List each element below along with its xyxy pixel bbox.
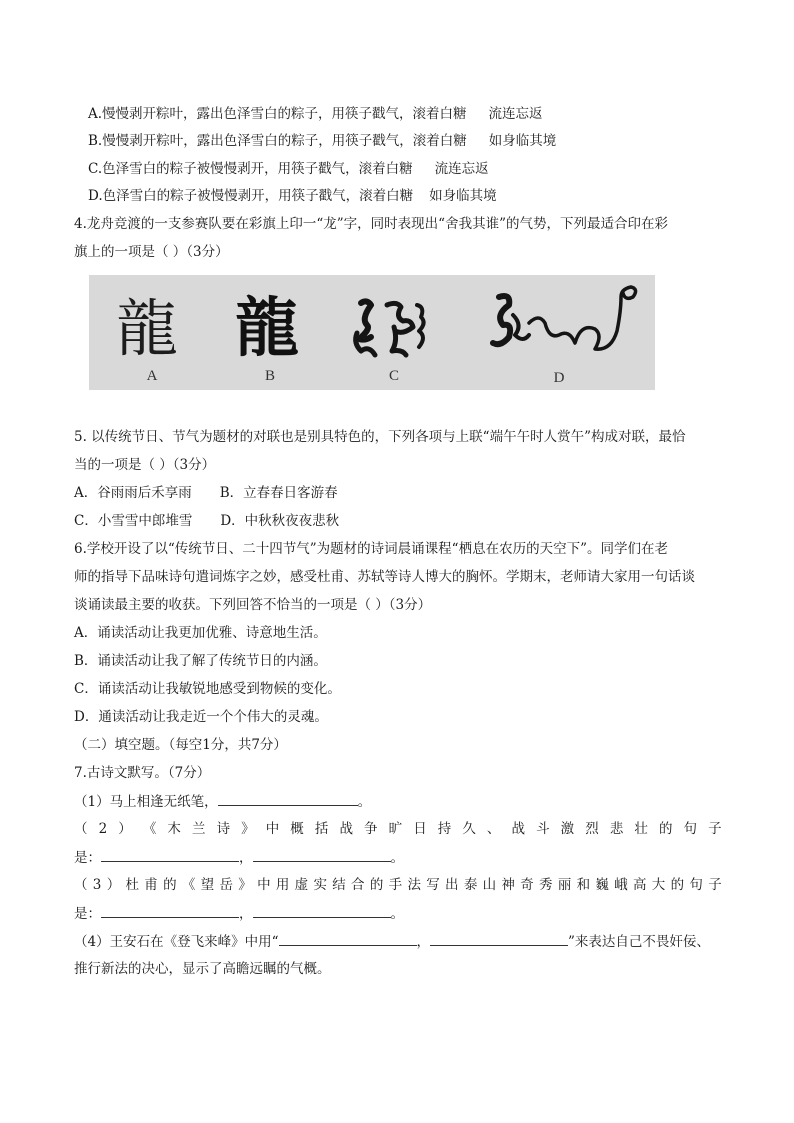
q7-sub3-char: 望 [200,877,215,893]
q5-options-row2 [74,511,339,531]
q7-sub2-char: 2 [98,821,108,837]
q3-option-c-idiom: 流连忘返 [434,161,489,177]
q6-option-d: D．通读活动让我走近一个个伟大的灵魂。 [74,709,328,725]
glyph-b: 龍 [235,292,299,366]
q7-sub2-line1 [74,819,722,839]
q7-sub2-char: （ [74,821,88,837]
q6-option-a: A．诵读活动让我更加优雅、诗意地生活。 [74,625,327,641]
q7-sub3-char: 出 [445,877,459,893]
q7-sub3-char: 法 [407,877,421,893]
q4-stem-line1: 4.龙舟竞渡的一支参赛队要在彩旗上印一“龙”字，同时表现出“舍我其谁”的气势，下列最适合印在彩 [74,216,668,232]
q5-option-a: A．谷雨雨后禾享雨 [74,485,192,501]
q5-options-row1 [74,483,338,503]
choice-label-c: C [388,368,400,384]
q7-sub2-char: 中 [265,821,280,837]
q7-sub2-char: 悲 [609,821,624,837]
q7-sub2-suffix: 。 [390,850,404,866]
calligraphy-image [89,275,655,390]
q7-sub2-char: 战 [511,821,525,837]
q7-sub2-char: 括 [314,821,329,837]
q7-sub2-char: 子 [708,821,722,837]
glyph-d [493,287,636,349]
q7-sub3-char: 杜 [125,877,139,893]
q7-sub2-char: 木 [167,821,181,837]
calligraphy-svg [89,275,655,390]
q7-sub2-char: 句 [683,821,698,837]
q7-title: 7.古诗文默写。（7分） [74,765,211,781]
q7-sub3-prefix: 是： [74,906,101,922]
glyph-c [356,301,424,355]
q7-sub2-char: 斗 [536,821,550,837]
q7-sub1-suffix: 。 [357,794,372,810]
q7-sub2-char: 争 [364,821,378,837]
q7-sub3-char: 中 [257,877,271,893]
q7-sub2-char: 》 [241,821,255,837]
q7-sub3-char: 山 [482,877,497,893]
q7-sub2-prefix: 是： [74,850,101,866]
q7-sub4-line2: 推行新法的决心，显示了高瞻远瞩的气概。 [74,961,331,977]
q7-sub3-char: 子 [708,877,722,893]
q7-sub2-char: 《 [142,821,157,837]
q7-sub3-char: 秀 [539,877,553,893]
q7-sub2-char: 诗 [216,821,231,837]
q7-sub3-char: 丽 [557,877,572,893]
q7-sub3-char: 结 [332,877,346,893]
q7-sub3-char: 的 [163,877,177,893]
q7-sub2-char: 持 [437,821,452,837]
q7-sub3-char: 合 [351,877,365,893]
q7-sub3-char: ） [106,877,121,893]
q7-sub3-char: 句 [689,877,703,893]
q7-sub4-line1 [74,931,710,952]
q3-option-a-text: A.慢慢剥开粽叶，露出色泽雪白的粽子，用筷子戳气，滚着白糖 [88,106,467,122]
q7-sub3-char: （ [74,877,88,893]
q7-sub3-char: 用 [275,877,290,893]
q6-stem-line1: 6.学校开设了以“传统节日、二十四节气”为题材的诗词晨诵课程“栖息在农历的天空下”。同学们在老 [74,541,668,557]
q3-option-a-idiom: 流连忘返 [488,106,543,122]
q7-sub3-char: 奇 [520,877,534,893]
q7-sub2-mid: ， [239,850,253,866]
q7-sub3-char: 高 [633,877,647,893]
choice-label-a: A [146,368,158,384]
q5-option-b: B．立春春日客游春 [219,485,338,501]
q7-sub2-line2 [74,847,404,868]
q7-sub2-char: 激 [560,821,575,837]
q7-sub2-char: 旷 [388,821,403,837]
q7-sub3-blank-1[interactable] [101,903,239,918]
q7-sub1 [74,791,371,812]
q3-option-b [88,131,556,151]
q7-sub3-char: 岳 [219,877,233,893]
q7-sub3-char: 虚 [294,877,309,893]
q7-sub2-char: 、 [486,821,501,837]
q7-sub3-char: 的 [670,877,685,893]
q7-sub3-char: 泰 [463,877,478,893]
q3-option-d-text: D.色泽雪白的粽子被慢慢剥开，用筷子戳气，滚着白糖 [88,188,414,204]
q7-sub3-char: 和 [576,877,591,893]
q3-option-c-text: C.色泽雪白的粽子被慢慢剥开，用筷子戳气，滚着白糖 [88,161,413,177]
q7-sub4-blank-2[interactable] [430,931,568,946]
q7-sub3-line2 [74,903,404,924]
q7-sub2-char: 日 [413,821,427,837]
q7-sub3-char: 实 [313,877,327,893]
q7-sub2-char: 烈 [585,821,599,837]
q7-sub2-char: 战 [339,821,353,837]
q7-sub4-blank-1[interactable] [279,931,417,946]
q7-sub4-prefix: （4）王安石在《登飞来峰》中用“ [74,934,279,950]
q7-sub3-suffix: 。 [390,906,404,922]
glyph-a: 龍 [115,292,179,365]
q6-stem-line3: 谈诵读最主要的收获。下列回答不恰当的一项是（ ）（3分） [74,597,432,613]
q7-sub3-char: 甫 [144,877,158,893]
q7-sub3-line1 [74,875,722,895]
q5-option-c: C．小雪雪中郎堆雪 [74,513,193,529]
q5-option-d: D．中秋秋夜夜悲秋 [220,513,340,529]
q6-option-b: B．诵读活动让我了解了传统节日的内涵。 [74,653,327,669]
q7-sub3-char: 神 [501,877,515,893]
q7-sub3-char: 峨 [614,877,628,893]
q6-option-c: C．诵读活动让我敏锐地感受到物候的变化。 [74,681,341,697]
q7-sub2-char: 久 [462,821,476,837]
q7-sub3-mid: ， [239,906,253,922]
q3-option-b-text: B.慢慢剥开粽叶，露出色泽雪白的粽子，用筷子戳气，滚着白糖 [88,133,467,149]
q7-sub3-char: 3 [92,877,102,893]
q7-sub1-prefix: （1）马上相逢无纸笔， [74,794,218,810]
q7-sub2-blank-2[interactable] [253,847,391,862]
q7-sub3-char: 》 [238,877,252,893]
q7-sub3-char: 《 [181,877,196,893]
q5-stem-line1: 5. 以传统节日、节气为题材的对联也是别具特色的，下列各项与上联“端午午时人赏午”构成对联，最恰 [74,429,686,445]
q7-sub1-blank[interactable] [218,791,358,806]
q7-sub2-char: 壮 [634,821,648,837]
q7-sub3-blank-2[interactable] [253,903,391,918]
q3-option-d [88,186,497,206]
section-2-heading: （二）填空题。（每空1分，共7分） [74,737,287,753]
q7-sub4-mid: ， [416,934,430,950]
q7-sub2-blank-1[interactable] [101,847,239,862]
q6-stem-line2: 师的指导下品味诗句遣词炼字之妙，感受杜甫、苏轼等诗人博大的胸怀。学期末，老师请大家用一句话谈 [74,569,695,585]
q3-option-c [88,159,489,179]
q4-stem-line2: 旗上的一项是（ ）（3分） [74,244,229,260]
q5-stem-line2: 当的一项是（ ）（3分） [74,457,216,473]
q7-sub2-char: 概 [290,821,304,837]
q7-sub3-char: 大 [651,877,666,893]
q7-sub3-char: 巍 [595,877,609,893]
q7-sub2-char: 兰 [191,821,206,837]
q7-sub3-char: 的 [369,877,384,893]
choice-label-d: D [553,370,565,386]
q7-sub2-char: 的 [658,821,673,837]
q7-sub4-suffix: ”来表达自己不畏奸佞、 [568,934,710,950]
q3-option-a [88,104,543,124]
q3-option-d-idiom: 如身临其境 [429,188,497,204]
choice-label-b: B [264,368,276,384]
q7-sub3-char: 手 [388,877,403,893]
q3-option-b-idiom: 如身临其境 [488,133,557,149]
q7-sub2-char: ） [118,821,132,837]
q7-sub3-char: 写 [426,877,440,893]
